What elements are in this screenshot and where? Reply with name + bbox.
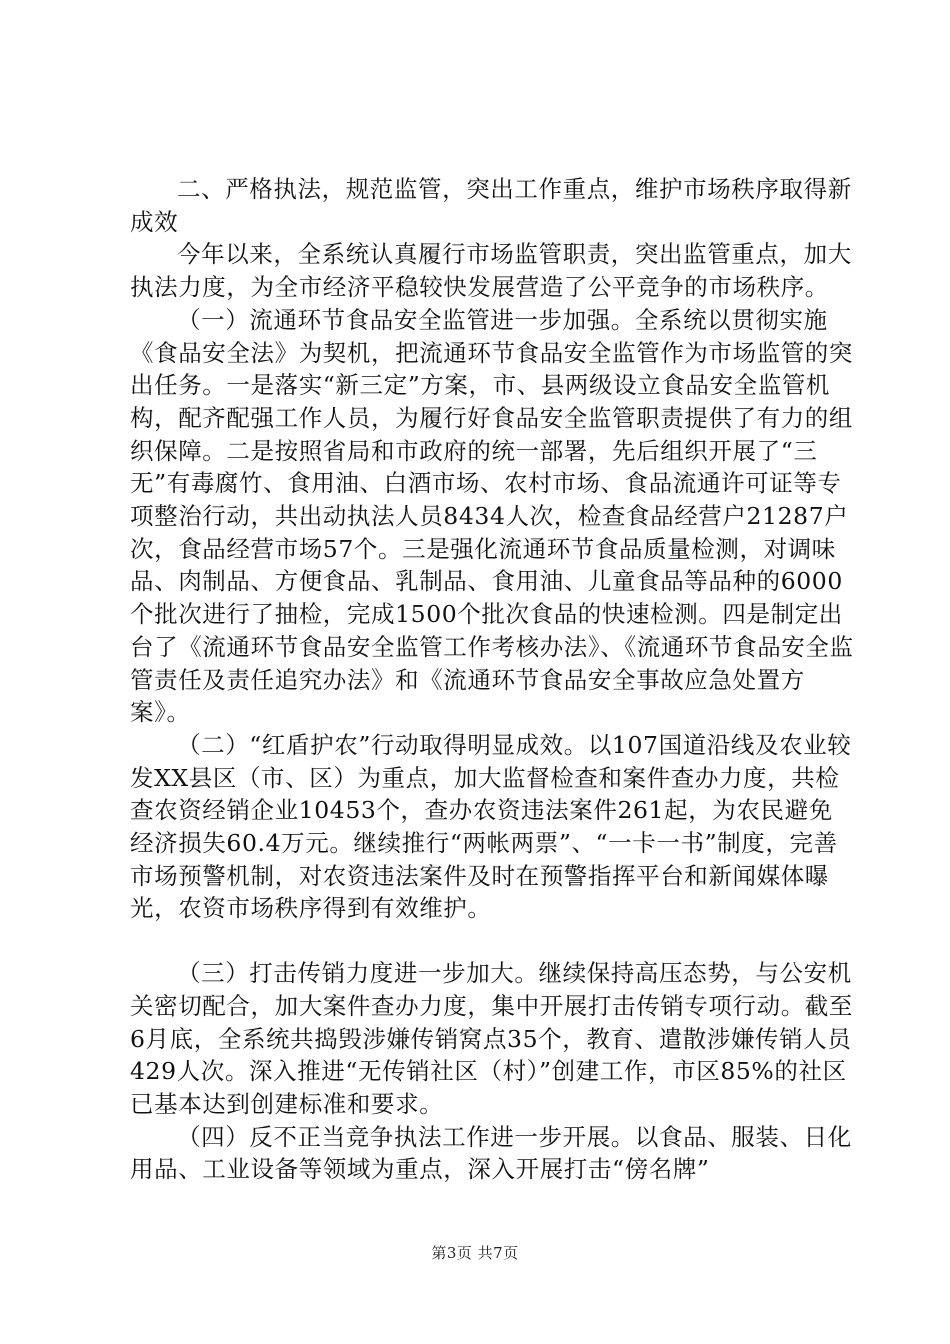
paragraph-red-shield: （二）“红盾护农”行动取得明显成效。以107国道沿线及农业较发XX县区（市、区）为重点，加大监督检查和案件查办力度，共检查农资经销企业10453个，查办农资违法案件261起，为农民避免经济损失60.4万元。继续推行“两帐两票”、“一卡一书”制度，完善市场预警机制，对农资违法案件及时在预警指挥平台和新闻媒体曝光，农资市场秩序得到有效维护。	[130, 730, 852, 923]
page-footer: 第3页 共7页	[431, 1244, 519, 1262]
paragraph-unfair-competition: （四）反不正当竞争执法工作进一步开展。以食品、服装、日化用品、工业设备等领域为重点，深入开展打击“傍名牌”	[130, 1122, 852, 1184]
paragraph-food-safety: （一）流通环节食品安全监管进一步加强。全系统以贯彻实施《食品安全法》为契机，把流通环节食品安全监管作为市场监管的突出任务。一是落实“新三定”方案，市、县两级设立食品安全监管机构，配齐配强工作人员，为履行好食品安全监管职责提供了有力的组织保障。二是按照省局和市政府的统一部署，先后组织开展了“三无”有毒腐竹、食用油、白酒市场、农村市场、食品流通许可证等专项整治行动，共出动执法人员8434人次，检查食品经营户21287户次，食品经营市场57个。三是强化流通环节食品质量检测，对调味品、肉制品、方便食品、乳制品、食用油、儿童食品等品种的6000个批次进行了抽检，完成1500个批次食品的快速检测。四是制定出台了《流通环节食品安全监管工作考核办法》、《流通环节食品安全监管责任及责任追究办法》和《流通环节食品安全事故应急处置方案》。	[130, 305, 854, 727]
section-heading: 二、严格执法，规范监管，突出工作重点，维护市场秩序取得新成效	[130, 175, 852, 236]
paragraph-intro: 今年以来，全系统认真履行市场监管职责，突出监管重点，加大执法力度，为全市经济平稳较快发展营造了公平竞争的市场秩序。	[130, 240, 852, 302]
paragraph-anti-pyramid: （三）打击传销力度进一步加大。继续保持高压态势，与公安机关密切配合，加大案件查办力度，集中开展打击传销专项行动。截至6月底，全系统共捣毁涉嫌传销窝点35个，教育、遣散涉嫌传销人员429人次。深入推进“无传销社区（村）”创建工作，市区85%的社区已基本达到创建标准和要求。	[130, 959, 853, 1118]
document-body	[130, 173, 855, 1186]
